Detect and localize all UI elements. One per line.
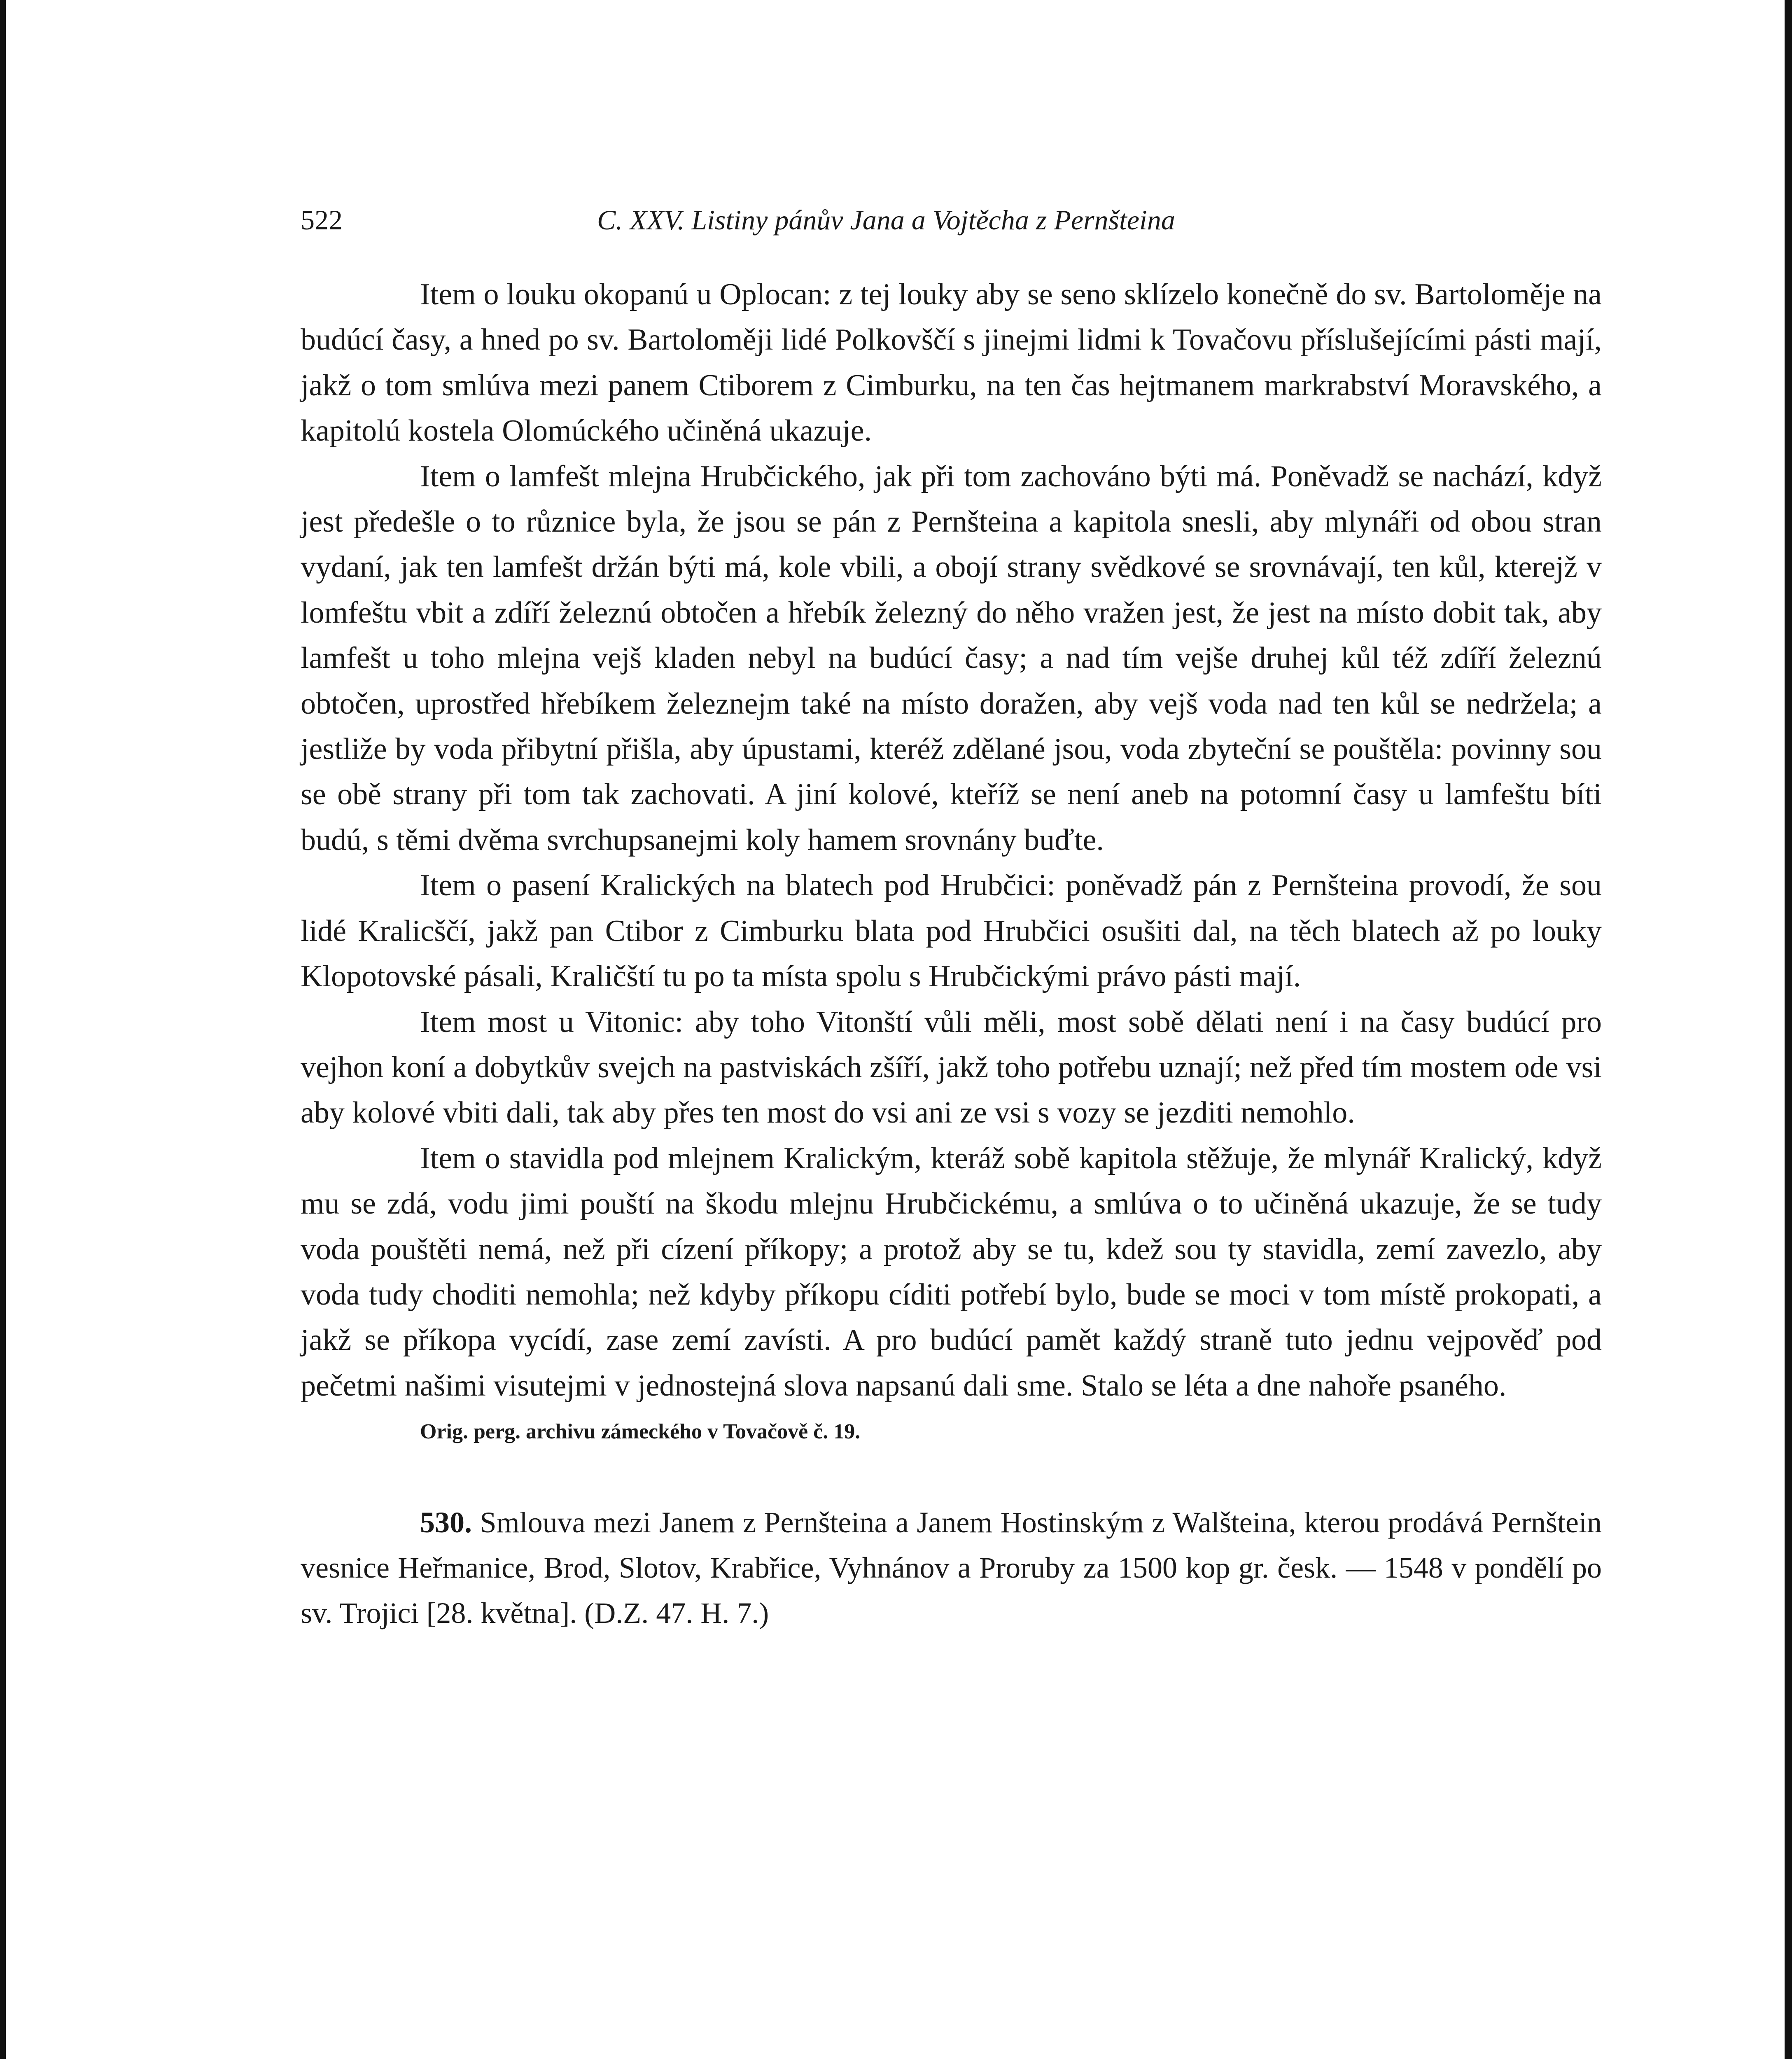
page-header — [301, 204, 1338, 241]
paragraph-weir-hrubcice: Item o lamfešt mlejna Hrubčického, jak při tom zachováno býti má. Poněvadž se nachází, když jest předešle o to různice byla, že jsou se pán z Pernšteina a kapitola snesli, aby mlynáři od obou stran vydaní, jak ten lamfešt držán býti má, kole vbili, a obojí strany svědkové se srovnávají, ten kůl, kterejž v lomfeštu vbit a zdíří železnú obtočen a hřebík železný do něho vražen jest, že jest na místo dobit tak, aby lamfešt u toho mlejna vejš kladen nebyl na budúcí časy; a nad tím vejše druhej kůl též zdíří železnú obtočen, uprostřed hřebíkem železnejm také na místo doražen, aby vejš voda nad ten kůl se nedržela; a jestliže by voda přibytní přišla, aby úpustami, kteréž zdělané jsou, voda zbyteční se pouštěla: povinny sou se obě strany při tom tak zachovati. A jiní kolové, kteříž se není aneb na potomní časy u lamfeštu bíti budú, s těmi dvěma svrchupsanejmi koly hamem srovnány buďte. — [301, 459, 1602, 857]
entry-number: 530. — [420, 1506, 472, 1539]
document-body — [301, 272, 1602, 1636]
paragraph-grazing-kralice: Item o pasení Kralických na blatech pod Hrubčici: poněvadž pán z Pernšteina provodí, že sou lidé Kralicščí, jakž pan Ctibor z Cimburku blata pod Hrubčici osušiti dal, na těch blatech až po louky Klopotovské pásali, Kraličští tu po ta místa spolu s Hrubčickými právo pásti mají. — [301, 868, 1602, 994]
source-note: Orig. perg. archivu zámeckého v Tovačově č. 19. — [420, 1420, 861, 1444]
paragraph-sluices-kralice: Item o stavidla pod mlejnem Kralickým, kteráž sobě kapitola stěžuje, že mlynář Kralický, když mu se zdá, vodu jimi pouští na škodu mlejnu Hrubčickému, a smlúva o to učiněná ukazuje, že se tudy voda pouštěti nemá, než při cízení příkopy; a protož aby se tu, kdež sou ty stavidla, zemí zavezlo, aby voda tudy choditi nemohla; než kdyby příkopu cíditi potřebí bylo, bude se moci v tom místě prokopati, a jakž se příkopa vycídí, zase zemí zavísti. A pro budúcí pamět každý straně tuto jednu vejpověď pod pečetmi našimi visutejmi v jednostejná slova napsanú dali sme. Stalo se léta a dne nahoře psaného. — [301, 1141, 1602, 1403]
scan-border-right — [1785, 0, 1792, 2059]
paragraph-meadow-oplocany: Item o louku okopanú u Oplocan: z tej louky aby se seno sklízelo konečně do sv. Bartoloměje na budúcí časy, a hned po sv. Bartoloměji lidé Polkovščí s jinejmi lidmi k Tovačovu příslušejícími pásti mají, jakž o tom smlúva mezi panem Ctiborem z Cimburku, na ten čas hejtmanem markrabství Moravského, a kapitolú kostela Olomúckého učiněná ukazuje. — [301, 278, 1602, 448]
entry-summary: Smlouva mezi Janem z Pernšteina a Janem Hostinským z Walšteina, kterou prodává Pernštein vesnice Heřmanice, Brod, Slotov, Krabřice, Vyhnánov a Proruby za 1500 kop gr. česk. — 1548 v pondělí po sv. Trojici [28. května]. (D.Z. 47. H. 7.) — [301, 1506, 1602, 1630]
page-number: 522 — [301, 204, 343, 236]
running-title: C. XXV. Listiny pánův Jana a Vojtěcha z Pernšteina — [597, 204, 1175, 236]
document-entry-530 — [301, 1500, 1602, 1636]
paragraph-bridge-vitonice: Item most u Vitonic: aby toho Vitonští vůli měli, most sobě dělati není i na časy budúcí pro vejhon koní a dobytkův svejch na pastviskách zšíří, jakž toho potřebu uznají; než před tím mostem ode vsi aby kolové vbiti dali, tak aby přes ten most do vsi ani ze vsi s vozy se jezditi nemohlo. — [301, 1005, 1602, 1130]
scan-border-left — [0, 0, 6, 2059]
